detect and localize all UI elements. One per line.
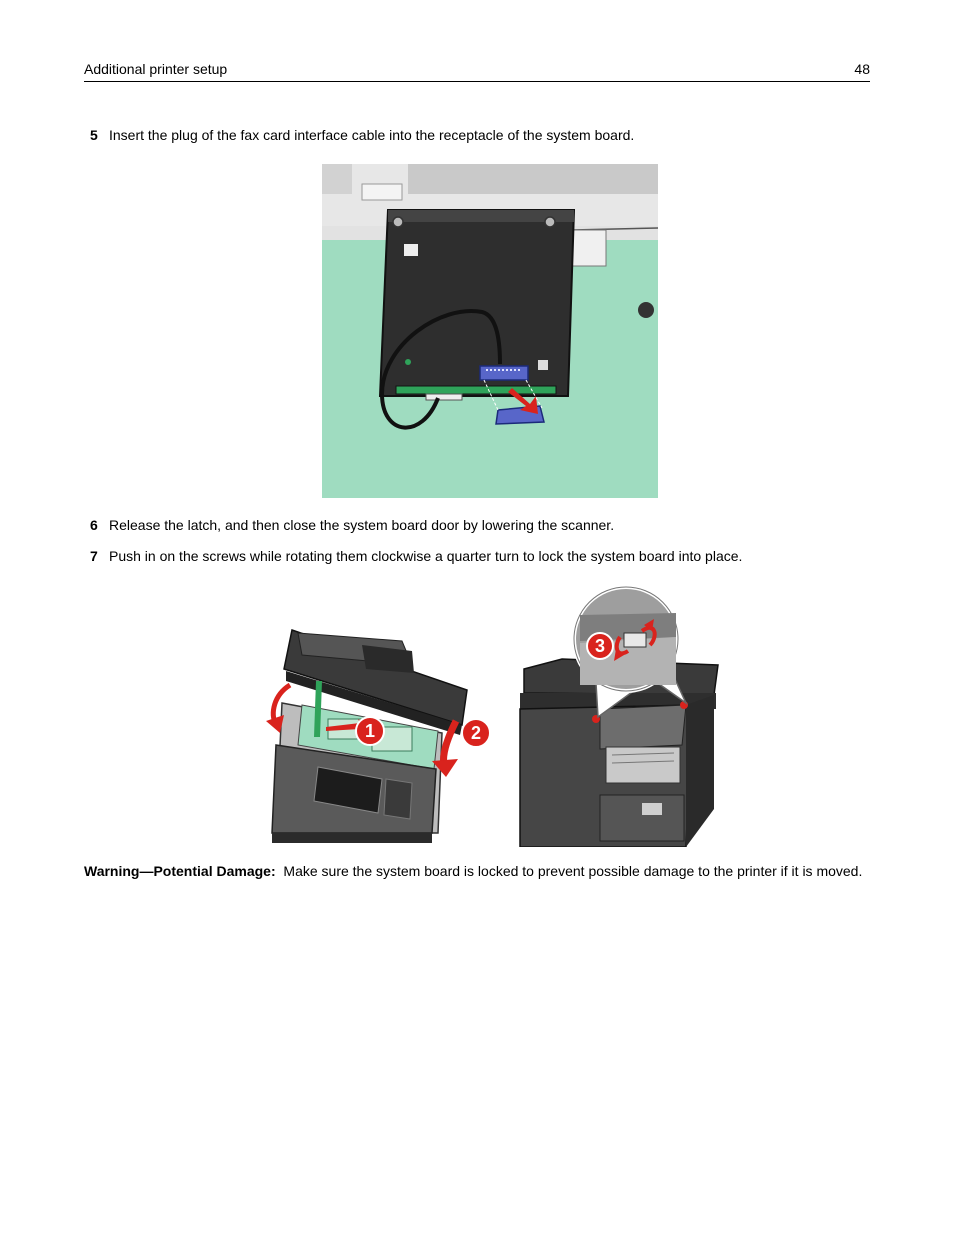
lock-system-board-illustration bbox=[262, 585, 722, 847]
step-5 bbox=[90, 127, 634, 143]
step-6 bbox=[90, 517, 614, 533]
callout-2 bbox=[462, 719, 490, 747]
step-text: Release the latch, and then close the system board door by lowering the scanner. bbox=[109, 517, 615, 533]
callout-3 bbox=[587, 633, 613, 659]
page-header bbox=[84, 61, 870, 82]
step-number: 7 bbox=[90, 548, 98, 564]
callout-label: 1 bbox=[364, 721, 376, 741]
step-number: 6 bbox=[90, 517, 98, 533]
warning-note bbox=[84, 861, 874, 881]
step-text: Push in on the screws while rotating them clockwise a quarter turn to lock the system board into place. bbox=[109, 548, 743, 564]
step-7 bbox=[90, 548, 742, 564]
warning-label: Warning—Potential Damage: bbox=[84, 863, 276, 879]
fax-card-cable-illustration bbox=[322, 164, 658, 498]
page-number: 48 bbox=[854, 61, 870, 77]
warning-text: Make sure the system board is locked to prevent possible damage to the printer if it is moved. bbox=[283, 863, 863, 879]
step-text: Insert the plug of the fax card interface cable into the receptacle of the system board. bbox=[109, 127, 635, 143]
header-title: Additional printer setup bbox=[84, 61, 228, 77]
step-number: 5 bbox=[90, 127, 98, 143]
callout-label: 3 bbox=[594, 636, 606, 656]
callout-1 bbox=[356, 717, 384, 745]
callout-label: 2 bbox=[470, 723, 482, 743]
